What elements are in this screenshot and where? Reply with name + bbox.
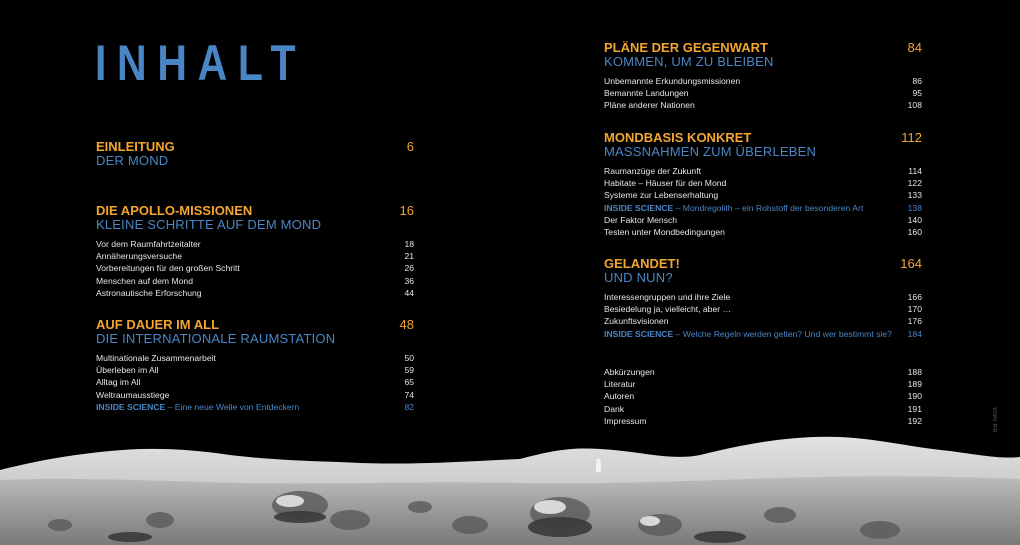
page-title: INHALT xyxy=(95,35,307,91)
toc-item xyxy=(604,390,922,402)
toc-item-page: 166 xyxy=(907,292,922,302)
toc-item-page: 59 xyxy=(404,365,414,376)
toc-item xyxy=(604,165,922,177)
toc-item xyxy=(96,389,414,401)
toc-item-page: 160 xyxy=(907,227,922,238)
section-title: PLÄNE DER GEGENWART xyxy=(604,40,768,55)
inside-science-prefix: INSIDE SCIENCE xyxy=(96,401,166,412)
toc-section-mondbasis xyxy=(604,131,922,238)
toc-section-iss xyxy=(96,318,414,413)
toc-item-label: Literatur xyxy=(604,379,636,390)
toc-item xyxy=(96,275,414,287)
toc-item-page: 21 xyxy=(404,251,414,262)
toc-item-label: Zukunftsvisionen xyxy=(604,316,669,327)
toc-item-page: 44 xyxy=(404,287,414,298)
astronaut-figure xyxy=(596,459,601,472)
photo-credit: Bild: NASA xyxy=(993,407,999,432)
toc-item-label: Abkürzungen xyxy=(604,367,655,377)
toc-item-page: 108 xyxy=(907,100,922,111)
toc-section-apollo xyxy=(96,204,414,299)
toc-item xyxy=(96,352,414,364)
toc-item-label: Weltraumausstiege xyxy=(96,389,170,400)
toc-item-page: 188 xyxy=(907,367,922,377)
section-page-number: 48 xyxy=(399,317,414,332)
inside-science-prefix: INSIDE SCIENCE xyxy=(604,202,674,213)
section-subtitle: KOMMEN, UM ZU BLEIBEN xyxy=(604,54,774,69)
toc-section-einleitung xyxy=(96,140,414,168)
toc-item-inside-science xyxy=(96,401,414,413)
inside-science-text: – Eine neue Welle von Entdeckern xyxy=(165,401,300,412)
section-title: MONDBASIS KONKRET xyxy=(604,130,752,145)
toc-item xyxy=(604,366,922,378)
toc-item-page: 26 xyxy=(404,263,414,274)
toc-item-label: Bemannte Landungen xyxy=(604,88,689,99)
toc-item-label: Menschen auf dem Mond xyxy=(96,275,193,286)
toc-item xyxy=(604,87,922,99)
toc-item-page: 18 xyxy=(404,239,414,249)
toc-item-label: Dank xyxy=(604,403,625,414)
toc-item-page: 65 xyxy=(404,377,414,388)
toc-item-label: Systeme zur Lebenserhaltung xyxy=(604,190,719,201)
toc-item-label: Multinationale Zusammenarbeit xyxy=(96,353,216,363)
toc-item xyxy=(604,315,922,327)
toc-item-page: 36 xyxy=(404,275,414,286)
inside-science-prefix: INSIDE SCIENCE xyxy=(604,328,674,339)
toc-item xyxy=(604,189,922,201)
toc-item-page: 86 xyxy=(912,76,922,86)
toc-item-label xyxy=(604,328,892,340)
section-title: DIE APOLLO-MISSIONEN xyxy=(96,203,253,218)
toc-item-page: 170 xyxy=(907,304,922,315)
toc-item-list xyxy=(96,238,414,299)
section-page-number: 112 xyxy=(901,130,922,145)
toc-item-list xyxy=(604,366,922,427)
toc-appendix xyxy=(604,360,922,427)
section-title: EINLEITUNG xyxy=(96,139,175,154)
toc-item-page: 122 xyxy=(907,178,922,189)
toc-item-label: Alltag im All xyxy=(96,377,141,388)
toc-item-label: Überleben im All xyxy=(96,365,159,376)
section-title: GELANDET! xyxy=(604,256,680,271)
toc-item xyxy=(604,99,922,111)
toc-item xyxy=(604,291,922,303)
section-title: AUF DAUER IM ALL xyxy=(96,317,220,332)
toc-item-list xyxy=(604,75,922,112)
toc-item-page: 133 xyxy=(907,190,922,201)
toc-item xyxy=(604,303,922,315)
toc-item-list xyxy=(96,352,414,413)
toc-item xyxy=(604,75,922,87)
toc-section-gelandet xyxy=(604,257,922,340)
toc-section-plaene xyxy=(604,41,922,112)
section-page-number: 164 xyxy=(900,256,922,271)
toc-item xyxy=(96,376,414,388)
toc-item-label: Pläne anderer Nationen xyxy=(604,100,695,111)
lunar-surface-image xyxy=(0,425,1020,545)
section-subtitle: KLEINE SCHRITTE AUF DEM MOND xyxy=(96,217,322,232)
toc-item-label: Interessengruppen und ihre Ziele xyxy=(604,292,731,302)
toc-item-page: 176 xyxy=(907,316,922,327)
section-page-number: 16 xyxy=(399,203,414,218)
toc-item-label: Raumanzüge der Zukunft xyxy=(604,166,701,176)
inside-science-text: – Mondregolith – ein Rohstoff der besonderen Art xyxy=(673,202,864,213)
toc-item xyxy=(96,238,414,250)
toc-item-inside-science xyxy=(604,202,922,214)
toc-item xyxy=(96,250,414,262)
inside-science-text: – Welche Regeln werden gelten? Und wer bestimmt sie? xyxy=(673,328,892,339)
toc-item-page: 189 xyxy=(907,379,922,390)
section-subtitle: MASSNAHMEN ZUM ÜBERLEBEN xyxy=(604,144,817,159)
toc-item-page: 140 xyxy=(907,214,922,225)
section-subtitle: DIE INTERNATIONALE RAUMSTATION xyxy=(96,331,336,346)
toc-item xyxy=(604,403,922,415)
toc-item xyxy=(604,226,922,238)
toc-item-label: Besiedelung ja, vielleicht, aber … xyxy=(604,304,732,315)
toc-item xyxy=(96,262,414,274)
toc-item-label: Der Faktor Mensch xyxy=(604,214,678,225)
toc-item-label: Testen unter Mondbedingungen xyxy=(604,227,725,238)
section-subtitle: DER MOND xyxy=(96,153,169,168)
toc-item-label: Unbemannte Erkundungsmissionen xyxy=(604,76,741,86)
toc-item-page: 138 xyxy=(907,202,922,213)
toc-item-label xyxy=(604,202,863,214)
toc-item-label: Vorbereitungen für den großen Schritt xyxy=(96,263,240,274)
section-page-number: 84 xyxy=(907,40,922,55)
toc-item xyxy=(96,287,414,299)
toc-item-page: 192 xyxy=(907,415,922,426)
toc-item xyxy=(96,364,414,376)
toc-item-label: Habitate – Häuser für den Mond xyxy=(604,178,727,189)
toc-item-label: Autoren xyxy=(604,391,635,402)
toc-item-label: Annäherungsversuche xyxy=(96,251,182,262)
toc-item-page: 190 xyxy=(907,391,922,402)
toc-item-page: 82 xyxy=(404,401,414,412)
toc-item-label: Vor dem Raumfahrtzeitalter xyxy=(96,239,201,249)
toc-item-page: 191 xyxy=(907,403,922,414)
toc-item-label xyxy=(96,401,299,413)
toc-item-page: 50 xyxy=(404,353,414,363)
toc-item xyxy=(604,214,922,226)
toc-item-page: 114 xyxy=(908,166,922,176)
toc-item-page: 95 xyxy=(912,88,922,99)
section-subtitle: UND NUN? xyxy=(604,270,673,285)
section-page-number: 6 xyxy=(406,139,414,154)
toc-item-inside-science xyxy=(604,328,922,340)
toc-item-list xyxy=(604,165,922,238)
toc-item-label: Astronautische Erforschung xyxy=(96,287,202,298)
toc-item-list xyxy=(604,291,922,340)
toc-item xyxy=(604,378,922,390)
toc-item-page: 74 xyxy=(404,389,414,400)
toc-item-page: 184 xyxy=(907,328,922,339)
toc-item-label: Impressum xyxy=(604,415,647,426)
toc-item xyxy=(604,177,922,189)
